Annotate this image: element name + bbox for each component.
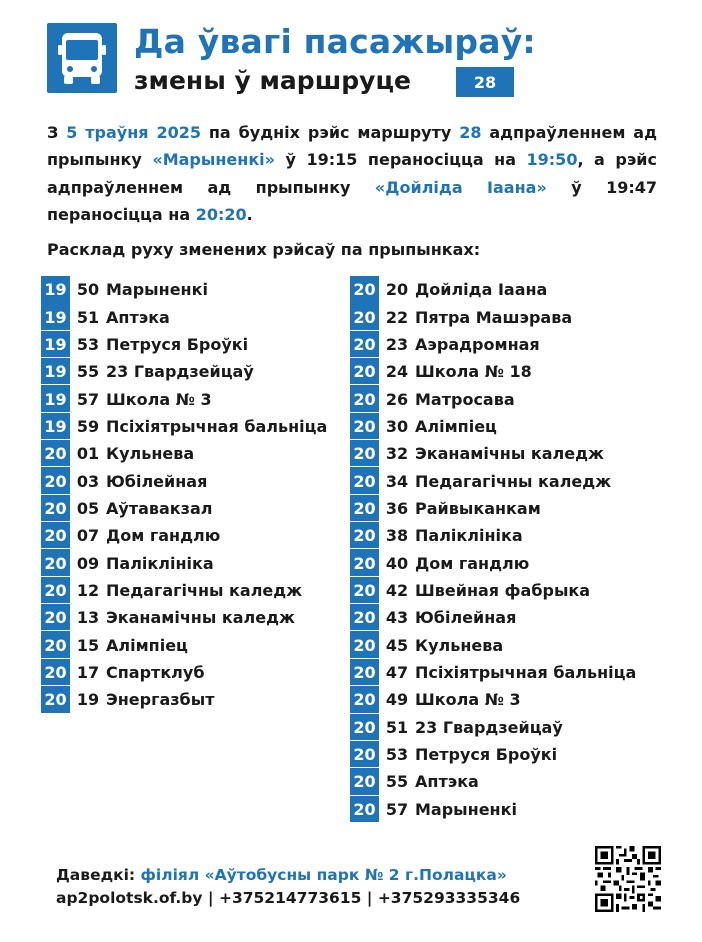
schedule-row-right — [350, 659, 670, 686]
schedule-hour: 20 — [350, 276, 379, 303]
schedule-stop-name: Педагагічны каледж — [106, 580, 303, 600]
schedule-hour: 19 — [41, 358, 70, 385]
schedule-row-left — [41, 413, 361, 440]
schedule-hour: 20 — [350, 495, 379, 522]
route-badge: 28 — [456, 67, 514, 97]
schedule-stop-name: Матросава — [415, 389, 515, 409]
schedule-stop-name: Райвыканкам — [415, 498, 541, 518]
schedule-hour: 20 — [350, 358, 379, 385]
schedule-stop-name: Псіхіятрычная бальніца — [106, 416, 328, 436]
schedule-row-right — [350, 768, 670, 795]
schedule-stop-name: Дом гандлю — [106, 526, 221, 546]
footer-info — [56, 866, 507, 884]
schedule-row-right — [350, 495, 670, 522]
schedule-row-right — [350, 276, 670, 303]
schedule-hour: 20 — [41, 659, 70, 686]
notice-stop-1: «Марыненкі» — [152, 150, 275, 170]
schedule-hour: 20 — [41, 604, 70, 631]
schedule-stop-name: Аўтавакзал — [106, 498, 213, 518]
schedule-hour: 20 — [350, 331, 379, 358]
schedule-minute: 01 — [76, 444, 100, 464]
schedule-hour: 20 — [350, 686, 379, 713]
schedule-minute: 51 — [76, 307, 100, 327]
schedule-stop-name: Эканамічны каледж — [415, 444, 604, 464]
schedule-row-right — [350, 413, 670, 440]
schedule-minute: 57 — [385, 799, 409, 819]
schedule-stop-name: Алімпіец — [106, 635, 188, 655]
schedule-stop-name: Петруся Броўкі — [415, 745, 558, 765]
schedule-hour: 20 — [350, 604, 379, 631]
schedule-row-right — [350, 549, 670, 576]
schedule-hour: 20 — [41, 577, 70, 604]
schedule-stop-name: Кульнева — [415, 635, 504, 655]
notice-stop-2: «Дойліда Іаана» — [374, 177, 547, 197]
schedule-stop-name: 23 Гвардзейцаў — [415, 717, 563, 737]
schedule-minute: 59 — [76, 416, 100, 436]
schedule-minute: 42 — [385, 580, 409, 600]
schedule-stop-name: Петруся Броўкі — [106, 334, 249, 354]
schedule-minute: 57 — [76, 389, 100, 409]
schedule-stop-name: Дом гандлю — [415, 553, 530, 573]
bus-icon — [47, 23, 117, 93]
schedule-minute: 17 — [76, 662, 100, 682]
schedule-hour: 20 — [41, 467, 70, 494]
schedule-minute: 55 — [385, 772, 409, 792]
schedule-stop-name: Школа № 3 — [106, 389, 212, 409]
schedule-minute: 24 — [385, 362, 409, 382]
schedule-minute: 03 — [76, 471, 100, 491]
schedule-stop-name: Пятра Машэрава — [415, 307, 573, 327]
schedule-row-right — [350, 577, 670, 604]
schedule-minute: 49 — [385, 690, 409, 710]
schedule-minute: 05 — [76, 498, 100, 518]
schedule-row-left — [41, 577, 361, 604]
notice-route: 28 — [459, 123, 482, 142]
schedule-stop-name: Паліклініка — [415, 526, 523, 546]
footer-label: Даведкі: — [56, 866, 136, 884]
schedule-hour: 20 — [350, 768, 379, 795]
schedule-stop-name: Юбілейная — [106, 471, 208, 491]
schedule-hour: 20 — [350, 796, 379, 823]
schedule-hour: 19 — [41, 413, 70, 440]
schedule-minute: 53 — [76, 334, 100, 354]
schedule-hour: 20 — [350, 714, 379, 741]
schedule-minute: 13 — [76, 608, 100, 628]
schedule-row-left — [41, 440, 361, 467]
schedule-stop-name: Алімпіец — [415, 416, 497, 436]
schedule-row-left — [41, 631, 361, 658]
schedule-hour: 20 — [41, 522, 70, 549]
schedule-minute: 26 — [385, 389, 409, 409]
schedule-hour: 19 — [41, 331, 70, 358]
schedule-row-left — [41, 495, 361, 522]
schedule-row-left — [41, 604, 361, 631]
schedule-hour: 19 — [41, 303, 70, 330]
footer-org: філіял «Аўтобусны парк № 2 г.Полацка» — [140, 866, 507, 884]
schedule-minute: 50 — [76, 280, 100, 300]
schedule-hour: 20 — [350, 577, 379, 604]
schedule-row-left — [41, 385, 361, 412]
schedule-row-left — [41, 303, 361, 330]
schedule-row-left — [41, 276, 361, 303]
schedule-minute: 47 — [385, 662, 409, 682]
schedule-hour: 20 — [41, 686, 70, 713]
schedule-stop-name: 23 Гвардзейцаў — [106, 362, 254, 382]
schedule-row-left — [41, 549, 361, 576]
schedule-hour: 19 — [41, 385, 70, 412]
schedule-minute: 32 — [385, 444, 409, 464]
schedule-minute: 15 — [76, 635, 100, 655]
schedule-row-right — [350, 631, 670, 658]
schedule-row-right — [350, 796, 670, 823]
qr-code-icon — [595, 846, 661, 912]
schedule-row-left — [41, 522, 361, 549]
schedule-row-right — [350, 358, 670, 385]
schedule-minute: 40 — [385, 553, 409, 573]
schedule-minute: 55 — [76, 362, 100, 382]
schedule-stop-name: Аптэка — [415, 772, 479, 792]
schedule-row-left — [41, 467, 361, 494]
notice-text: З 5 траўня 2025 па будніх рэйс маршруту 28 адпраўленнем ад прыпынку «Марыненкі» ў 19:15 пераносіцца на 19:50, а рэйс адпраўленнем ад прыпынку «Дойліда Іаана» ў 19:47 пераносіцца на 20:20. — [47, 123, 658, 224]
schedule-minute: 22 — [385, 307, 409, 327]
schedule-minute: 38 — [385, 526, 409, 546]
schedule-row-right — [350, 331, 670, 358]
schedule-row-left — [41, 659, 361, 686]
schedule-row-right — [350, 467, 670, 494]
page-title: Да ўвагі пасажыраў: — [134, 22, 536, 61]
schedule-stop-name: Аптэка — [106, 307, 170, 327]
schedule-stop-name: Эканамічны каледж — [106, 608, 295, 628]
schedule-hour: 20 — [350, 413, 379, 440]
schedule-minute: 36 — [385, 498, 409, 518]
schedule-row-right — [350, 741, 670, 768]
schedule-minute: 07 — [76, 526, 100, 546]
schedule-row-left — [41, 686, 361, 713]
schedule-hour: 20 — [41, 631, 70, 658]
schedule-stop-name: Марыненкі — [106, 280, 208, 300]
schedule-stop-name: Псіхіятрычная бальніца — [415, 662, 637, 682]
schedule-hour: 19 — [41, 276, 70, 303]
schedule-title: Расклад руху зменених рэйсаў па прыпынках: — [47, 240, 481, 259]
schedule-row-right — [350, 686, 670, 713]
schedule-row-right — [350, 385, 670, 412]
schedule-minute: 51 — [385, 717, 409, 737]
schedule-stop-name: Юбілейная — [415, 608, 517, 628]
schedule-stop-name: Швейная фабрыка — [415, 580, 591, 600]
notice-time-2: 20:20 — [195, 204, 247, 224]
schedule-minute: 53 — [385, 745, 409, 765]
schedule-row-right — [350, 604, 670, 631]
schedule-minute: 45 — [385, 635, 409, 655]
schedule-hour: 20 — [41, 549, 70, 576]
schedule-row-right — [350, 522, 670, 549]
schedule-row-left — [41, 331, 361, 358]
schedule-minute: 09 — [76, 553, 100, 573]
schedule-stop-name: Энергазбыт — [106, 690, 215, 710]
schedule-hour: 20 — [350, 385, 379, 412]
schedule-hour: 20 — [350, 467, 379, 494]
schedule-stop-name: Кульнева — [106, 444, 195, 464]
schedule-hour: 20 — [41, 495, 70, 522]
schedule-row-left — [41, 358, 361, 385]
schedule-hour: 20 — [350, 549, 379, 576]
schedule-minute: 19 — [76, 690, 100, 710]
schedule-stop-name: Школа № 3 — [415, 690, 521, 710]
schedule-stop-name: Школа № 18 — [415, 362, 532, 382]
schedule-minute: 20 — [385, 280, 409, 300]
schedule-stop-name: Марыненкі — [415, 799, 517, 819]
schedule-stop-name: Педагагічны каледж — [415, 471, 612, 491]
schedule-minute: 12 — [76, 580, 100, 600]
schedule-stop-name: Дойліда Іаана — [415, 280, 548, 300]
schedule-minute: 43 — [385, 608, 409, 628]
page-subtitle: змены ў маршруце — [134, 66, 411, 95]
schedule-hour: 20 — [350, 440, 379, 467]
schedule-hour: 20 — [350, 522, 379, 549]
schedule-stop-name: Паліклініка — [106, 553, 214, 573]
schedule-hour: 20 — [350, 303, 379, 330]
schedule-row-right — [350, 440, 670, 467]
schedule-minute: 23 — [385, 334, 409, 354]
notice-time-1: 19:50 — [526, 150, 578, 170]
schedule-hour: 20 — [350, 631, 379, 658]
schedule-minute: 34 — [385, 471, 409, 491]
schedule-row-right — [350, 303, 670, 330]
schedule-column-left — [41, 276, 361, 714]
schedule-stop-name: Спартклуб — [106, 662, 205, 682]
schedule-stop-name: Аэрадромная — [415, 334, 540, 354]
schedule-hour: 20 — [350, 659, 379, 686]
notice-date: 5 траўня 2025 — [66, 123, 201, 142]
schedule-hour: 20 — [41, 440, 70, 467]
footer-contacts: ap2polotsk.of.by | +375214773615 | +375293335346 — [56, 889, 521, 907]
schedule-column-right — [350, 276, 670, 823]
schedule-row-right — [350, 714, 670, 741]
schedule-minute: 30 — [385, 416, 409, 436]
schedule-hour: 20 — [350, 741, 379, 768]
